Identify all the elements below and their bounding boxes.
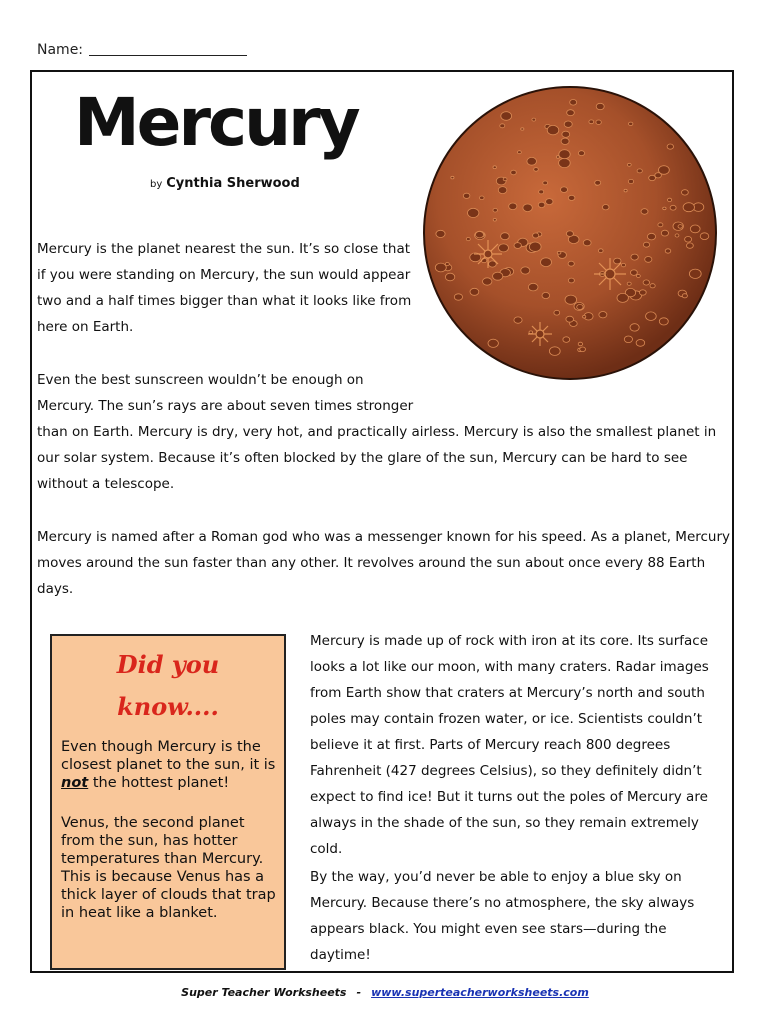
crater-mark [493,272,503,280]
crater-mark [565,295,577,304]
page-title: Mercury [74,84,358,161]
crater-mark [561,138,569,144]
crater-mark [627,163,631,166]
crater-mark [596,120,601,124]
did-you-know-box [50,634,286,970]
crater-mark [687,243,694,248]
crater-mark [639,290,646,295]
crater-mark [521,128,524,130]
crater-mark [589,120,594,124]
crater-mark [538,202,545,207]
crater-mark [689,269,701,278]
crater-mark [533,233,539,238]
byline-by: by [150,179,163,190]
crater-mark [509,203,517,210]
crater-mark [614,258,621,264]
crater-mark [646,312,657,321]
crater-mark [683,203,694,212]
crater-mark [647,233,655,240]
crater-mark [570,100,577,106]
crater-mark [445,263,449,266]
crater-mark [645,257,652,263]
crater-mark [650,284,655,288]
crater-mark [629,122,633,125]
crater-mark [451,176,454,179]
crater-mark [501,233,510,240]
crater-mark [499,244,509,252]
crater-mark [668,198,672,201]
footer [0,986,770,999]
crater-mark [624,189,627,192]
crater-mark [595,180,601,185]
crater-mark [539,190,544,194]
crater-mark [503,178,507,181]
fact-1-end: the hottest planet! [88,775,230,791]
fact-1-start: Even though Mercury is the closest planet to the sun, it is [61,739,276,773]
crater-mark [527,157,537,165]
crater-mark [514,243,521,249]
crater-mark [521,267,530,274]
crater-mark [624,336,632,343]
crater-mark [562,131,570,137]
crater-mark [561,187,568,193]
crater-mark [682,190,689,195]
crater-mark [690,225,700,233]
crater-mark [529,331,533,334]
crater-mark [630,324,639,331]
crater-mark [578,342,582,346]
crater-mark [518,151,522,154]
crater-mark [532,118,536,121]
crater-mark [528,283,538,291]
crater-mark [700,233,709,240]
crater-mark [493,208,497,212]
crater-mark [670,205,676,210]
did-you-know-fact-2: Venus, the second planet from the sun, has hotter temperatures than Mercury. This is because Venus has a thick layer of clouds that trap in heat like a blanket. [61,815,276,921]
crater-mark [559,150,570,159]
crater-mark [659,318,668,325]
crater-mark [476,232,484,238]
crater-mark [563,337,570,343]
crater-mark [468,208,479,217]
crater-mark [556,156,559,159]
crater-mark [643,242,649,247]
crater-mark [498,187,507,194]
crater-mark [599,249,604,253]
crater-mark [568,195,575,200]
crater-mark [470,288,479,295]
crater-mark [514,317,522,323]
crater-mark [578,151,584,156]
crater-mark [557,251,561,254]
crater-mark [480,196,485,200]
crater-mark [583,240,591,246]
crater-mark [658,223,663,227]
name-blank-line[interactable] [89,55,247,56]
crater-mark [566,316,574,322]
footer-brand: Super Teacher Worksheets [181,986,347,999]
paragraph-4: Mercury is made up of rock with iron at its core. Its surface looks a lot like our moon, with many craters. Radar images from Earth show that craters at Mercury’s north and south poles may contain frozen water, or ice. Scientists couldn’t believe it at first. Parts of Mercury reach 800 degrees Fahrenheit (427 degrees Celsius), so they definitely didn’t expect to find ice! But it turns out the poles of Mercury are always in the shade of the sun, so they remain extremely cold. [310,633,709,857]
name-field [37,42,247,58]
crater-mark [543,181,548,185]
crater-mark [627,282,631,285]
crater-mark [637,169,642,173]
crater-mark [549,347,560,356]
crater-mark [596,103,604,109]
crater-mark [602,205,609,210]
crater-mark [493,166,496,169]
footer-separator: - [356,986,362,999]
crater-mark [466,238,470,241]
crater-mark [500,124,505,128]
crater-mark [567,110,575,116]
crater-mark [631,270,638,276]
crater-mark [583,315,586,318]
crater-mark [534,168,539,172]
did-you-know-heading-line2: know.... [117,692,219,721]
crater-mark [643,280,649,285]
crater-mark [682,294,687,298]
crater-mark [523,204,532,212]
crater-mark [636,340,645,347]
crater-mark [501,112,512,121]
crater-mark [675,234,679,237]
crater-mark [546,199,553,205]
byline [150,176,300,191]
name-label: Name: [37,42,84,58]
crater-mark [663,207,666,210]
paragraph-2-start: Even the best sunscreen wouldn’t be enough on Mercury. The sun’s rays are about seven times stronger [37,372,414,414]
did-you-know-fact-1 [61,738,279,792]
crater-mark [637,275,641,278]
crater-mark [617,293,628,302]
fact-1-emphasis: not [61,775,89,791]
crater-mark [685,237,692,243]
crater-mark [641,209,648,215]
crater-mark [435,263,446,272]
crater-mark [483,278,492,285]
crater-mark [568,278,574,283]
crater-mark [631,254,638,260]
crater-mark [628,179,633,183]
crater-mark [511,170,517,175]
crater-mark [678,225,682,229]
footer-url-link[interactable]: www.superteacherworksheets.com [371,986,589,999]
crater-mark [566,231,573,237]
mercury-planet-illustration [420,84,720,382]
crater-mark [621,263,625,266]
did-you-know-heading [52,644,284,728]
crater-mark [547,125,559,134]
crater-mark [667,144,673,149]
crater-mark [542,292,550,298]
crater-mark [659,166,670,175]
crater-mark [559,158,571,167]
crater-mark [564,121,572,127]
crater-mark [529,242,541,251]
crater-mark [463,193,470,198]
crater-mark [488,339,498,347]
crater-mark [580,347,586,352]
paragraph-2-end: than on Earth. Mercury is dry, very hot, and practically airless. Mercury is also the smallest planet in our solar system. Because it’s often blocked by the glare of the sun, Mercury can be hard to see without a telescope. [37,424,717,492]
crater-mark [541,258,552,267]
crater-mark [665,249,671,253]
did-you-know-heading-line1: Did you [116,650,220,679]
paragraph-5: By the way, you’d never be able to enjoy a blue sky on Mercury. Because there’s no atmosphere, the sky always appears black. You might even see stars—during the daytime! [310,869,695,963]
crater-mark [445,273,454,281]
crater-mark [577,304,583,309]
crater-mark [599,312,607,318]
crater-mark [661,230,668,236]
crater-mark [554,310,560,315]
paragraph-3: Mercury is named after a Roman god who was a messenger known for his speed. As a planet, Mercury moves around the sun faster than any other. It revolves around the sun about once every 88 Earth days. [37,529,731,597]
author-name: Cynthia Sherwood [166,176,300,191]
paragraph-1: Mercury is the planet nearest the sun. It’s so close that if you were standing on Mercury, the sun would appear two and a half times bigger than what it looks like from here on Earth. [37,241,412,335]
crater-mark [493,219,496,222]
crater-mark [454,294,462,300]
crater-mark [568,261,574,266]
crater-mark [436,230,445,237]
